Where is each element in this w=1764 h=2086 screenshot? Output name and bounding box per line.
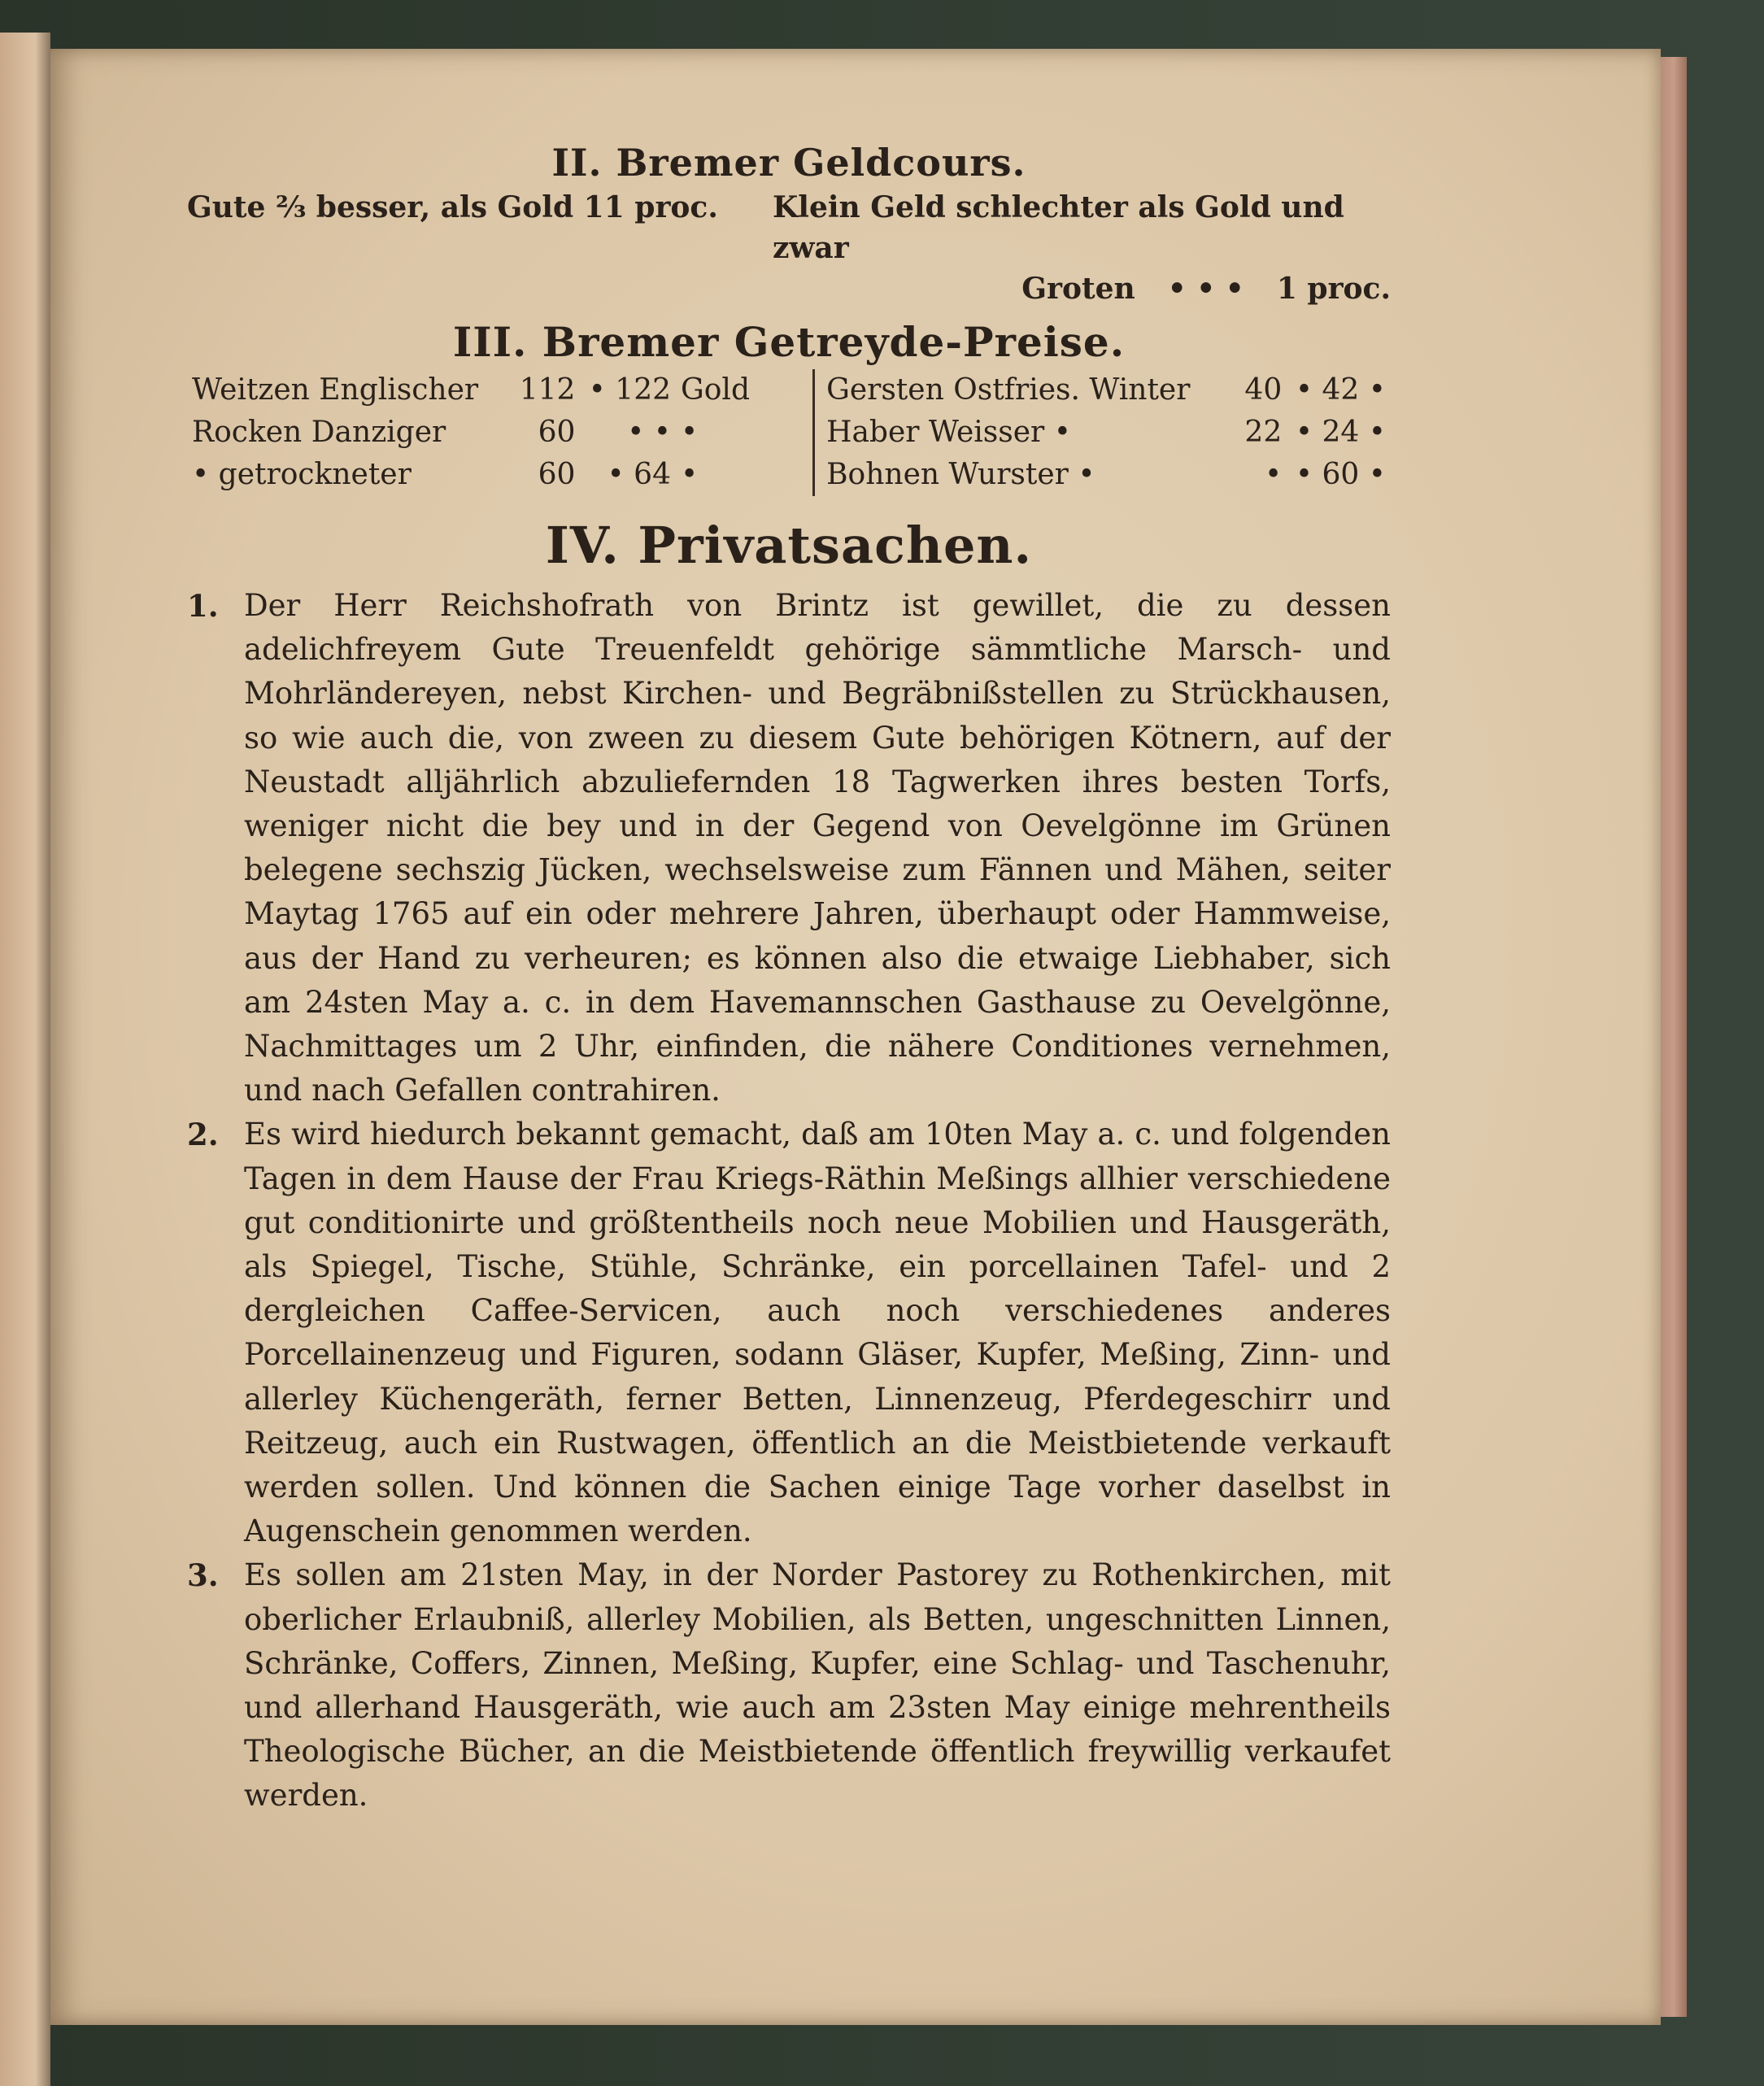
- grain-price: • 24 •: [1295, 416, 1386, 449]
- list-item: [187, 1113, 1391, 1553]
- notice-number: 2.: [187, 1117, 219, 1153]
- grain-price: • 64: [607, 458, 671, 491]
- grain-name: Rocken Danziger: [192, 416, 446, 449]
- grain-name: Haber Weisser •: [814, 412, 1209, 454]
- grain-price-table: [187, 369, 1391, 496]
- gold-exchange-right: Klein Geld schlechter als Gold und zwar: [773, 190, 1344, 265]
- grain-name: Bohnen Wurster •: [814, 454, 1209, 496]
- grain-price: 60: [538, 458, 576, 491]
- facing-page-edge: [0, 33, 50, 2086]
- groten-row: [187, 268, 1391, 309]
- page-content: [187, 138, 1391, 1818]
- notice-number: 1.: [187, 588, 219, 624]
- grain-price: 22: [1244, 416, 1283, 449]
- grain-name: Weitzen Englischer: [192, 373, 479, 407]
- groten-dots: • • •: [1167, 272, 1244, 306]
- grain-price: • 42 •: [1295, 373, 1386, 407]
- grain-unit: •: [681, 458, 699, 491]
- grain-price: • 122: [588, 373, 671, 407]
- notice-text: Es wird hiedurch bekannt gemacht, daß am 10ten May a. c. und folgenden Tagen in dem Hause der Frau Kriegs-Räthin Meßings allhier verschiedene gut conditionirte und größtentheils noch neue Mobilien und Hausgeräth, als Spiegel, Tische, Stühle, Schränke, ein porcellainen Tafel- und 2 dergleichen Caffee-Servicen, auch noch verschiedenes anderes Porcellainenzeug und Figuren, sodann Gläser, Kupfer, Meßing, Zinn- und allerley Küchengeräth, ferner Betten, Linnenzeug, Pferdegeschirr und Reitzeug, auch ein Rustwagen, öffentlich an die Meistbietende verkauft werden sollen. Und können die Sachen einige Tage vorher daselbst in Augenschein genommen werden.: [244, 1117, 1391, 1549]
- notice-number: 3.: [187, 1557, 219, 1594]
- notice-text: Der Herr Reichshofrath von Brintz ist gewillet, die zu dessen adelichfreyem Gute Treuenfeldt gehörige sämmtliche Marsch- und Mohrländereyen, nebst Kirchen- und Begräbnißstellen zu Strückhausen, so wie auch die, von zween zu diesem Gute behörigen Kötnern, auf der Neustadt alljährlich abzuliefernden 18 Tagwerken ihres besten Torfs, weniger nicht die bey und in der Gegend von Oevelgönne im Grünen belegene sechszig Jücken, wechselsweise zum Fännen und Mähen, seiter Maytag 1765 auf ein oder mehrere Jahren, überhaupt oder Hammweise, aus der Hand zu verheuren; es können also die etwaige Liebhaber, sich am 24sten May a. c. in dem Havemannschen Gasthause zu Oevelgönne, Nachmittages um 2 Uhr, einfinden, die nähere Conditiones vernehmen, und nach Gefallen contrahiren.: [244, 588, 1391, 1108]
- grain-price: • 60 •: [1295, 458, 1386, 491]
- section-2-title: II. Bremer Geldcours.: [551, 141, 1026, 185]
- list-item: [187, 1553, 1391, 1818]
- notice-text: Es sollen am 21sten May, in der Norder Pastorey zu Rothenkirchen, mit oberlicher Erlaubniß, allerley Mobilien, als Betten, ungeschnitten Linnen, Schränke, Coffers, Zinnen, Meßing, Kupfer, eine Schlag- und Taschenuhr, und allerhand Hausgeräth, wie auch am 23sten May einige mehrentheils Theologische Bücher, an die Meistbietende öffentlich freywillig verkaufet werden.: [244, 1557, 1391, 1814]
- groten-label: Groten: [1021, 272, 1135, 306]
- notice-list: [187, 584, 1391, 1818]
- table-row: [187, 369, 1391, 412]
- groten-value: 1 proc.: [1276, 272, 1391, 306]
- grain-price: 112: [519, 373, 576, 407]
- grain-unit: •: [681, 416, 699, 449]
- table-row: [187, 454, 1391, 496]
- grain-price: • •: [627, 416, 671, 449]
- grain-price: •: [1265, 458, 1283, 491]
- list-item: [187, 584, 1391, 1113]
- table-row: [187, 412, 1391, 454]
- grain-unit: Gold: [681, 373, 750, 407]
- section-4-title: IV. Privatsachen.: [545, 516, 1033, 575]
- grain-price: 40: [1244, 373, 1283, 407]
- grain-name: • getrockneter: [192, 458, 412, 491]
- page-edge: [1661, 57, 1687, 2017]
- grain-name: Gersten Ostfries. Winter: [814, 369, 1209, 412]
- section-3-title: III. Bremer Getreyde-Preise.: [452, 318, 1126, 366]
- gold-exchange-left: Gute ⅔ besser, als Gold 11 proc.: [187, 190, 718, 224]
- grain-price: 60: [538, 416, 576, 449]
- gold-exchange-row: [187, 187, 1391, 268]
